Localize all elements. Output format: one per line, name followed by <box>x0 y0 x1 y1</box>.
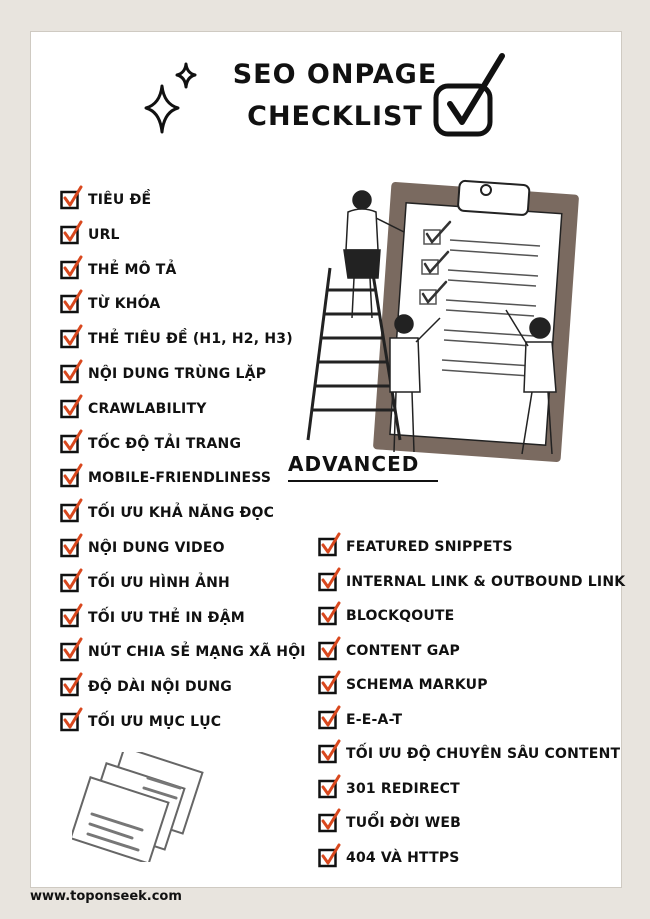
checkbox-icon <box>318 536 340 558</box>
checkbox-icon <box>60 433 82 455</box>
checkbox-icon <box>318 709 340 731</box>
checklist-item-label: BLOCKQOUTE <box>346 608 455 624</box>
checklist-item <box>60 293 160 315</box>
checklist-item-label: THẺ MÔ TẢ <box>88 261 177 278</box>
checklist-item-label: THẺ TIÊU ĐỀ (H1, H2, H3) <box>88 331 293 348</box>
checkbox-icon <box>318 847 340 869</box>
advanced-heading: ADVANCED <box>288 452 420 476</box>
advanced-underline <box>288 480 438 482</box>
checklist-item-label: TỪ KHÓA <box>88 296 161 313</box>
checklist-item-label: TỐI ƯU MỤC LỤC <box>88 714 222 730</box>
checklist-item <box>60 537 225 559</box>
clipboard-illustration <box>300 178 590 468</box>
checklist-item <box>60 676 232 698</box>
checkbox-icon <box>60 502 82 524</box>
title-line-2: CHECKLIST <box>247 101 423 132</box>
checkbox-icon <box>60 607 82 629</box>
checkbox-icon <box>60 293 82 315</box>
checklist-item <box>318 812 461 834</box>
checklist-item <box>60 607 245 629</box>
checklist-item <box>60 224 120 246</box>
checklist-item <box>60 502 274 524</box>
checkbox-icon <box>318 640 340 662</box>
checklist-item <box>318 536 513 558</box>
document-illustration <box>72 752 222 862</box>
checklist-item-label: NỘI DUNG VIDEO <box>88 540 225 556</box>
checklist-item <box>318 709 402 731</box>
checkbox-icon <box>60 711 82 733</box>
checklist-item <box>318 847 460 869</box>
checklist-item <box>60 259 177 281</box>
checklist-item <box>318 571 625 593</box>
checkbox-icon <box>318 743 340 765</box>
checklist-item <box>60 189 151 211</box>
checklist-item <box>60 572 230 594</box>
checklist-item-label: TỐI ƯU KHẢ NĂNG ĐỌC <box>88 505 275 522</box>
checklist-item <box>60 467 271 489</box>
checklist-item-label: ĐỘ DÀI NỘI DUNG <box>88 679 232 696</box>
checklist-item-label: NỘI DUNG TRÙNG LẶP <box>88 366 267 382</box>
checklist-item-label: MOBILE-FRIENDLINESS <box>88 470 272 487</box>
checkbox-icon <box>60 676 82 698</box>
checklist-item-label: TỐC ĐỘ TẢI TRANG <box>88 435 242 452</box>
checklist-item <box>318 778 460 800</box>
checkbox-icon <box>60 398 82 420</box>
checklist-item <box>318 605 454 627</box>
checklist-item-label: SCHEMA MARKUP <box>346 677 488 693</box>
checklist-item-label: INTERNAL LINK & OUTBOUND LINK <box>346 573 626 590</box>
checklist-item <box>60 641 306 663</box>
checkbox-icon <box>60 328 82 350</box>
checklist-item <box>318 674 488 696</box>
checklist-item-label: FEATURED SNIPPETS <box>346 539 513 555</box>
checkbox-icon <box>60 572 82 594</box>
checkbox-icon <box>60 259 82 281</box>
checklist-item-label: E-E-A-T <box>346 711 403 728</box>
checkbox-icon <box>318 605 340 627</box>
checklist-item-label: TUỔI ĐỜI WEB <box>346 815 462 831</box>
checkbox-icon <box>318 812 340 834</box>
checkbox-icon <box>60 537 82 559</box>
checklist-item-label: TỐI ƯU HÌNH ẢNH <box>88 574 230 591</box>
checklist-item-label: CONTENT GAP <box>346 642 460 659</box>
checklist-item <box>60 711 221 733</box>
checkbox-icon <box>60 363 82 385</box>
checkbox-icon <box>318 571 340 593</box>
checklist-item-label: 301 REDIRECT <box>346 780 460 797</box>
checklist-item <box>318 743 620 765</box>
checklist-item-label: TIÊU ĐỀ <box>88 192 152 208</box>
checklist-item <box>318 640 460 662</box>
checklist-item-label: URL <box>88 226 120 243</box>
footer-website[interactable]: www.toponseek.com <box>30 889 182 904</box>
checklist-item-label: NÚT CHIA SẺ MẠNG XÃ HỘI <box>88 644 306 661</box>
checklist-item-label: CRAWLABILITY <box>88 400 207 417</box>
checkbox-icon <box>318 674 340 696</box>
title-line-1: SEO ONPAGE <box>232 59 438 90</box>
checklist-item <box>60 398 207 420</box>
checklist-item <box>60 363 266 385</box>
checkbox-icon <box>60 467 82 489</box>
checklist-item-label: TỐI ƯU ĐỘ CHUYÊN SÂU CONTENT <box>346 746 621 762</box>
checkbox-icon <box>60 224 82 246</box>
checkbox-icon <box>60 641 82 663</box>
checklist-item-label: 404 VÀ HTTPS <box>346 849 460 866</box>
checklist-item <box>60 433 241 455</box>
checkbox-icon <box>60 189 82 211</box>
checkbox-icon <box>318 778 340 800</box>
checklist-item-label: TỐI ƯU THẺ IN ĐẬM <box>88 609 245 626</box>
checklist-item <box>60 328 293 350</box>
